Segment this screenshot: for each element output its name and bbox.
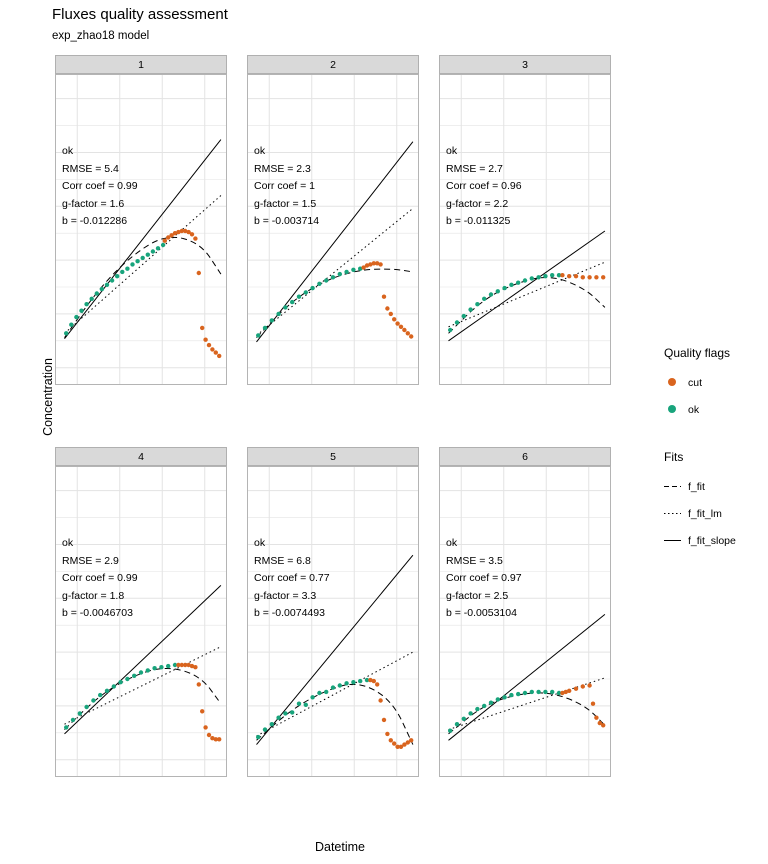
data-point-ok xyxy=(344,681,348,685)
y-tick-mark xyxy=(55,705,56,706)
data-point-ok xyxy=(156,246,160,250)
facet-strip-label: 5 xyxy=(247,447,419,466)
data-point-cut xyxy=(217,354,221,358)
data-point-ok xyxy=(536,690,540,694)
data-point-ok xyxy=(290,300,294,304)
fit-line-f_fit_lm xyxy=(449,262,605,327)
fit-line-f_fit_slope xyxy=(449,614,605,740)
data-point-ok xyxy=(455,320,459,324)
data-point-ok xyxy=(468,307,472,311)
facet-strip-label: 3 xyxy=(439,55,611,74)
data-point-cut xyxy=(210,347,214,351)
x-tick-mark xyxy=(205,384,206,385)
annotation-line: ok xyxy=(254,145,266,158)
data-point-cut xyxy=(574,274,578,278)
x-tick-mark xyxy=(504,384,505,385)
data-point-ok xyxy=(331,275,335,279)
data-point-ok xyxy=(297,702,301,706)
x-tick-mark xyxy=(546,776,547,777)
annotation-line: ok xyxy=(446,145,458,158)
data-point-ok xyxy=(91,698,95,702)
data-point-ok xyxy=(317,282,321,286)
data-point-ok xyxy=(509,283,513,287)
data-point-ok xyxy=(502,286,506,290)
data-point-cut xyxy=(193,236,197,240)
x-tick-mark xyxy=(354,776,355,777)
annotation-line: ok xyxy=(62,145,74,158)
annotation-line: RMSE = 2.9 xyxy=(62,554,119,567)
data-point-ok xyxy=(64,725,68,729)
data-point-cut xyxy=(385,306,389,310)
data-point-cut xyxy=(560,273,564,277)
data-point-cut xyxy=(594,275,598,279)
data-point-ok xyxy=(489,701,493,705)
data-point-ok xyxy=(536,275,540,279)
facet-panel-5 xyxy=(247,447,419,777)
data-point-ok xyxy=(462,314,466,318)
data-point-ok xyxy=(338,272,342,276)
data-point-cut xyxy=(392,741,396,745)
data-point-ok xyxy=(115,274,119,278)
data-point-ok xyxy=(338,683,342,687)
data-point-ok xyxy=(71,718,75,722)
fit-line-f_fit xyxy=(257,269,413,338)
data-point-ok xyxy=(462,717,466,721)
legend-key-f_fit xyxy=(664,478,681,495)
y-tick-mark xyxy=(55,206,56,207)
plot-area xyxy=(439,74,611,385)
annotation-line: g-factor = 1.5 xyxy=(254,197,317,210)
page-title: Fluxes quality assessment xyxy=(52,6,228,23)
data-point-ok xyxy=(290,710,294,714)
y-tick-mark xyxy=(55,652,56,653)
data-point-ok xyxy=(344,270,348,274)
data-point-ok xyxy=(358,679,362,683)
data-point-cut xyxy=(207,343,211,347)
data-point-ok xyxy=(270,318,274,322)
data-point-ok xyxy=(489,292,493,296)
x-tick-mark xyxy=(546,384,547,385)
facet-strip-label: 2 xyxy=(247,55,419,74)
data-point-ok xyxy=(98,693,102,697)
facet-panel-6 xyxy=(439,447,611,777)
data-point-ok xyxy=(331,685,335,689)
y-tick-mark xyxy=(55,260,56,261)
panel-annotations xyxy=(446,535,522,623)
annotation-line: RMSE = 6.8 xyxy=(254,554,311,567)
data-point-ok xyxy=(455,722,459,726)
data-point-ok xyxy=(502,695,506,699)
data-point-ok xyxy=(448,328,452,332)
legend-dot-icon xyxy=(668,378,676,386)
annotation-line: ok xyxy=(62,537,74,550)
data-point-ok xyxy=(276,312,280,316)
x-tick-mark xyxy=(312,384,313,385)
data-point-ok xyxy=(74,315,78,319)
data-point-ok xyxy=(152,666,156,670)
data-point-cut xyxy=(567,689,571,693)
data-point-cut xyxy=(214,350,218,354)
x-tick-mark xyxy=(312,776,313,777)
data-point-ok xyxy=(543,690,547,694)
annotation-line: Corr coef = 1 xyxy=(254,180,315,193)
data-point-ok xyxy=(283,711,287,715)
x-tick-mark xyxy=(269,776,270,777)
x-tick-mark xyxy=(162,776,163,777)
annotation-line: g-factor = 3.3 xyxy=(254,589,317,602)
data-point-cut xyxy=(389,738,393,742)
plot-area xyxy=(439,466,611,777)
data-point-ok xyxy=(146,668,150,672)
annotation-line: RMSE = 3.5 xyxy=(446,554,503,567)
y-tick-mark xyxy=(55,313,56,314)
data-point-cut xyxy=(372,679,376,683)
data-point-ok xyxy=(304,703,308,707)
x-tick-mark xyxy=(589,384,590,385)
data-point-ok xyxy=(543,274,547,278)
data-point-ok xyxy=(530,276,534,280)
data-point-ok xyxy=(110,278,114,282)
data-point-cut xyxy=(217,737,221,741)
data-point-cut xyxy=(601,723,605,727)
data-point-ok xyxy=(475,707,479,711)
plot-area xyxy=(55,74,227,385)
y-tick-mark xyxy=(55,152,56,153)
x-axis-label: Datetime xyxy=(314,840,366,854)
x-tick-mark xyxy=(589,776,590,777)
panel-annotations xyxy=(446,143,522,231)
data-point-cut xyxy=(200,326,204,330)
data-point-ok xyxy=(100,287,104,291)
facet-strip-label: 4 xyxy=(55,447,227,466)
annotation-line: g-factor = 1.6 xyxy=(62,197,125,210)
data-point-cut xyxy=(567,274,571,278)
facet-strip-label: 1 xyxy=(55,55,227,74)
data-point-ok xyxy=(141,256,145,260)
data-point-cut xyxy=(193,665,197,669)
data-point-ok xyxy=(324,278,328,282)
data-point-ok xyxy=(125,267,129,271)
data-point-ok xyxy=(509,693,513,697)
x-tick-mark xyxy=(269,384,270,385)
data-point-cut xyxy=(200,709,204,713)
data-point-cut xyxy=(389,312,393,316)
x-tick-mark xyxy=(461,384,462,385)
annotation-line: b = -0.012286 xyxy=(62,215,128,228)
data-point-cut xyxy=(382,718,386,722)
data-point-cut xyxy=(409,334,413,338)
y-tick-mark xyxy=(55,759,56,760)
facet-panel-3 xyxy=(439,55,611,385)
x-tick-mark xyxy=(397,776,398,777)
annotation-line: ok xyxy=(254,537,266,550)
annotation-line: b = -0.0046703 xyxy=(62,607,133,620)
data-point-ok xyxy=(530,690,534,694)
fit-line-f_fit xyxy=(257,684,413,744)
data-point-ok xyxy=(263,727,267,731)
annotation-line: RMSE = 5.4 xyxy=(62,162,119,175)
data-point-ok xyxy=(90,297,94,301)
plot-area xyxy=(55,466,227,777)
annotation-line: g-factor = 2.2 xyxy=(446,197,509,210)
annotation-line: b = -0.0074493 xyxy=(254,607,325,620)
annotation-line: g-factor = 2.5 xyxy=(446,589,509,602)
data-point-ok xyxy=(496,697,500,701)
data-point-cut xyxy=(574,687,578,691)
data-point-ok xyxy=(304,290,308,294)
panel-annotations xyxy=(62,143,138,231)
annotation-line: ok xyxy=(446,537,458,550)
annotation-line: g-factor = 1.8 xyxy=(62,589,125,602)
annotation-line: RMSE = 2.7 xyxy=(446,162,503,175)
plot-area xyxy=(247,74,419,385)
data-point-ok xyxy=(317,691,321,695)
data-point-ok xyxy=(482,297,486,301)
data-point-ok xyxy=(139,670,143,674)
x-tick-mark xyxy=(354,384,355,385)
data-point-ok xyxy=(297,295,301,299)
data-point-cut xyxy=(385,732,389,736)
data-point-ok xyxy=(118,680,122,684)
legend-key-f_fit_slope xyxy=(664,532,681,549)
y-tick-mark xyxy=(55,367,56,368)
annotation-line: b = -0.003714 xyxy=(254,215,320,228)
data-point-ok xyxy=(516,281,520,285)
data-point-ok xyxy=(146,253,150,257)
data-point-ok xyxy=(310,286,314,290)
data-point-cut xyxy=(587,683,591,687)
data-point-ok xyxy=(482,704,486,708)
data-point-ok xyxy=(256,333,260,337)
legend-key-ok xyxy=(664,401,681,418)
facet-panel-1 xyxy=(55,55,227,385)
fit-line-f_fit xyxy=(65,237,221,337)
data-point-cut xyxy=(163,239,167,243)
data-point-ok xyxy=(270,722,274,726)
data-point-ok xyxy=(475,302,479,306)
data-point-cut xyxy=(207,733,211,737)
y-tick-mark xyxy=(55,598,56,599)
facet-panel-2 xyxy=(247,55,419,385)
legend-label-f_fit_lm: f_fit_lm xyxy=(688,508,722,520)
plot-area xyxy=(247,466,419,777)
data-point-ok xyxy=(468,711,472,715)
data-point-ok xyxy=(151,249,155,253)
data-point-ok xyxy=(523,691,527,695)
data-point-ok xyxy=(105,689,109,693)
data-point-ok xyxy=(448,729,452,733)
data-point-ok xyxy=(516,692,520,696)
data-point-cut xyxy=(190,232,194,236)
data-point-ok xyxy=(496,289,500,293)
y-axis-label: Concentration xyxy=(41,358,55,436)
legend-key-cut xyxy=(664,374,681,391)
data-point-ok xyxy=(550,273,554,277)
data-point-ok xyxy=(95,291,99,295)
data-point-cut xyxy=(591,702,595,706)
data-point-cut xyxy=(382,295,386,299)
data-point-cut xyxy=(378,262,382,266)
x-tick-mark xyxy=(397,384,398,385)
legend-label-cut: cut xyxy=(688,377,703,389)
data-point-ok xyxy=(84,302,88,306)
data-point-cut xyxy=(197,682,201,686)
legend-key-f_fit_lm xyxy=(664,505,681,522)
annotation-line: RMSE = 2.3 xyxy=(254,162,311,175)
data-point-ok xyxy=(166,664,170,668)
x-tick-mark xyxy=(504,776,505,777)
annotation-line: b = -0.011325 xyxy=(446,215,511,228)
facet-panel-4 xyxy=(55,447,227,777)
panel-annotations xyxy=(254,143,319,231)
data-point-ok xyxy=(523,278,527,282)
data-point-ok xyxy=(276,716,280,720)
data-point-ok xyxy=(132,674,136,678)
data-point-cut xyxy=(399,325,403,329)
legend-dot-icon xyxy=(668,405,676,413)
data-point-ok xyxy=(310,695,314,699)
data-point-ok xyxy=(64,331,68,335)
data-point-ok xyxy=(79,309,83,313)
data-point-cut xyxy=(203,725,207,729)
annotation-line: b = -0.0053104 xyxy=(446,607,517,620)
legend-label-ok: ok xyxy=(688,404,700,416)
data-point-ok xyxy=(351,268,355,272)
data-point-cut xyxy=(378,698,382,702)
facet-strip-label: 6 xyxy=(439,447,611,466)
data-point-cut xyxy=(406,331,410,335)
data-point-cut xyxy=(203,338,207,342)
x-tick-mark xyxy=(120,776,121,777)
data-point-ok xyxy=(78,711,82,715)
annotation-line: Corr coef = 0.97 xyxy=(446,572,522,585)
x-tick-mark xyxy=(205,776,206,777)
x-tick-mark xyxy=(120,384,121,385)
data-point-cut xyxy=(587,275,591,279)
annotation-line: Corr coef = 0.77 xyxy=(254,572,330,585)
data-point-cut xyxy=(402,328,406,332)
annotation-line: Corr coef = 0.99 xyxy=(62,572,138,585)
data-point-ok xyxy=(161,243,165,247)
x-tick-mark xyxy=(77,384,78,385)
data-point-cut xyxy=(601,275,605,279)
fit-line-f_fit_slope xyxy=(449,231,605,341)
data-point-ok xyxy=(159,665,163,669)
data-point-ok xyxy=(105,283,109,287)
fit-line-f_fit xyxy=(65,669,221,730)
data-point-ok xyxy=(283,305,287,309)
data-point-ok xyxy=(135,259,139,263)
data-point-ok xyxy=(84,705,88,709)
annotation-line: Corr coef = 0.99 xyxy=(62,180,138,193)
data-point-cut xyxy=(197,271,201,275)
x-tick-mark xyxy=(162,384,163,385)
data-point-ok xyxy=(120,270,124,274)
data-point-ok xyxy=(263,326,267,330)
legend-title-quality-flags: Quality flags xyxy=(664,346,731,360)
y-tick-mark xyxy=(55,544,56,545)
data-point-cut xyxy=(581,275,585,279)
page-subtitle: exp_zhao18 model xyxy=(52,30,150,42)
data-point-cut xyxy=(395,321,399,325)
data-point-ok xyxy=(324,690,328,694)
legend-title-fits: Fits xyxy=(664,450,684,464)
x-tick-mark xyxy=(461,776,462,777)
x-tick-mark xyxy=(77,776,78,777)
fit-line-f_fit_lm xyxy=(257,652,413,736)
y-tick-mark xyxy=(55,490,56,491)
panel-annotations xyxy=(254,535,330,623)
legend-label-f_fit: f_fit xyxy=(688,481,705,493)
data-point-ok xyxy=(69,323,73,327)
legend-label-f_fit_slope: f_fit_slope xyxy=(688,535,736,547)
data-point-cut xyxy=(581,684,585,688)
data-point-ok xyxy=(550,690,554,694)
data-point-cut xyxy=(392,317,396,321)
data-point-ok xyxy=(112,684,116,688)
data-point-cut xyxy=(375,682,379,686)
data-point-ok xyxy=(130,262,134,266)
data-point-cut xyxy=(409,738,413,742)
data-point-ok xyxy=(256,735,260,739)
annotation-line: Corr coef = 0.96 xyxy=(446,180,522,193)
y-tick-mark xyxy=(55,98,56,99)
panel-annotations xyxy=(62,535,138,623)
data-point-cut xyxy=(594,716,598,720)
data-point-ok xyxy=(125,677,129,681)
data-point-ok xyxy=(351,680,355,684)
